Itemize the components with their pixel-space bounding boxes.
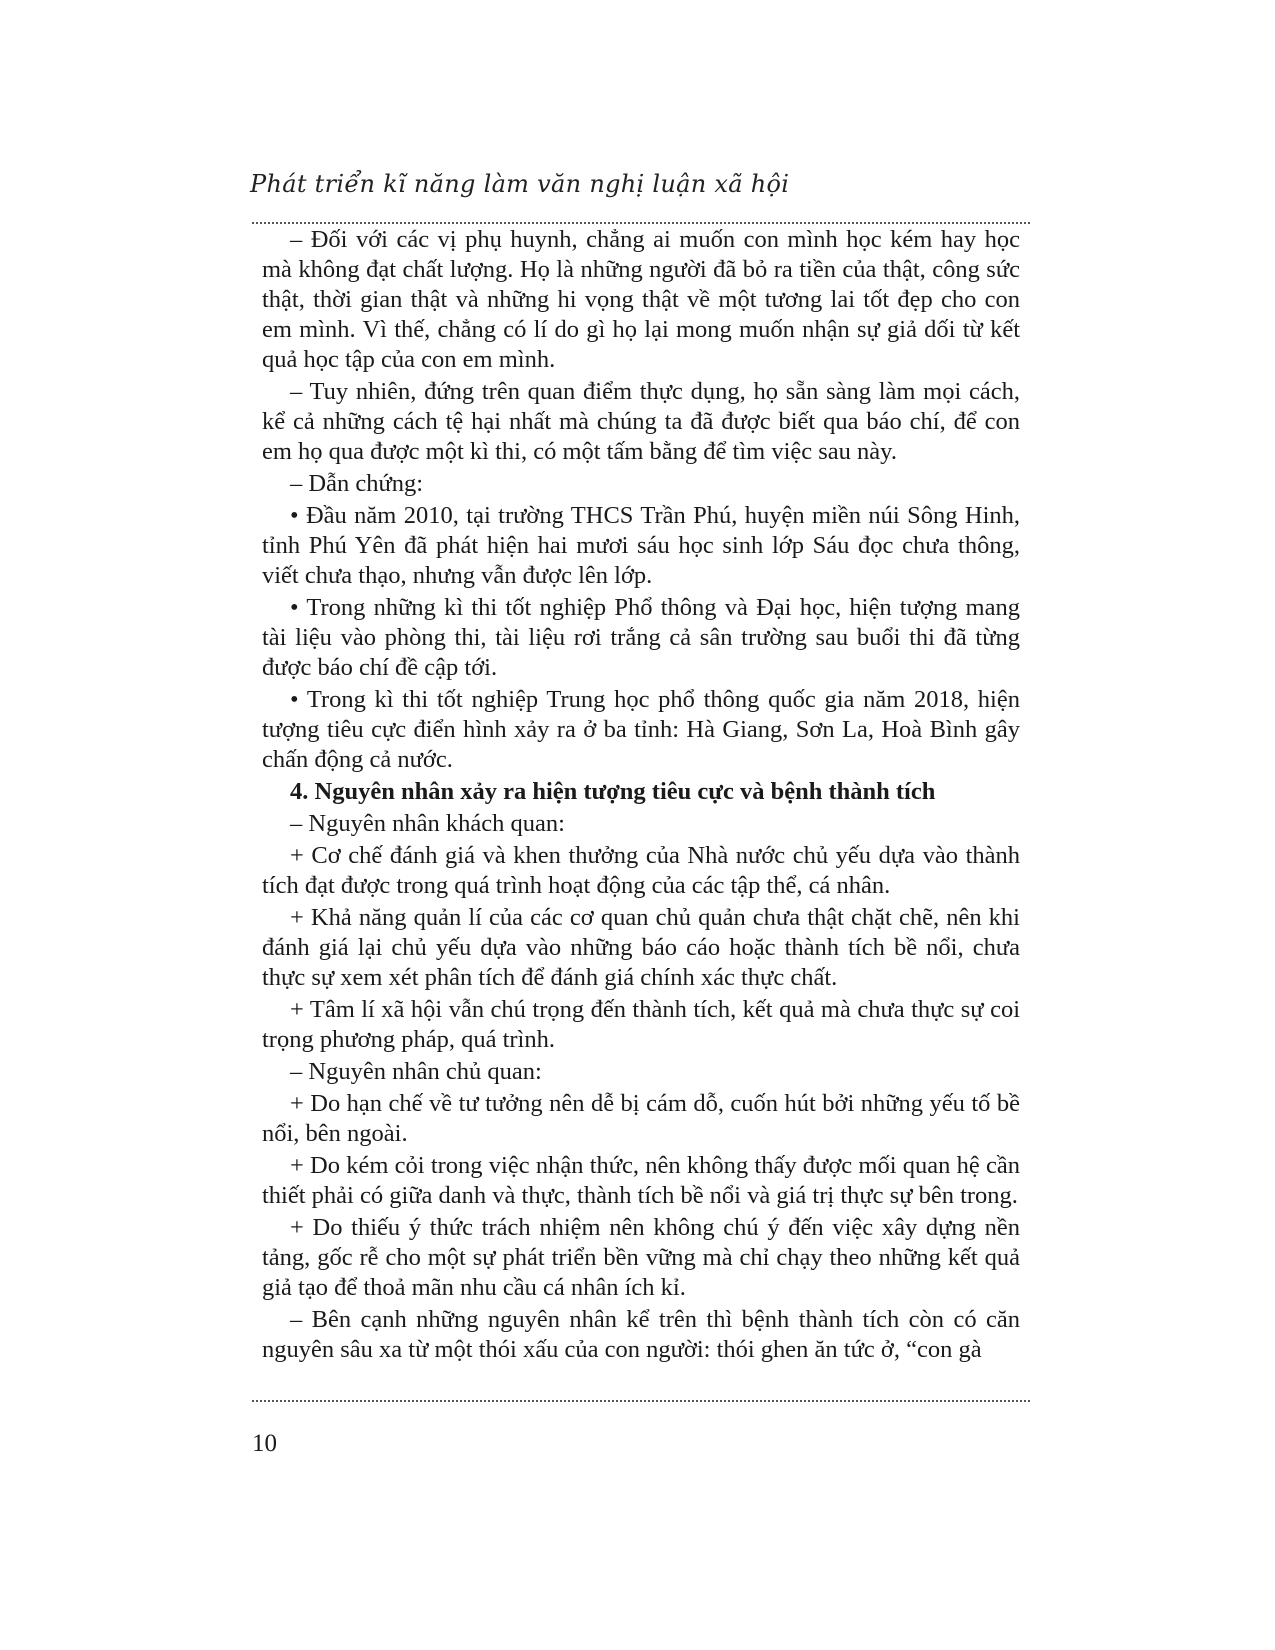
paragraph: – Nguyên nhân chủ quan: bbox=[290, 1058, 542, 1085]
paragraph: + Khả năng quản lí của các cơ quan chủ quản chưa thật chặt chẽ, nên khi đánh giá lại chủ yếu dựa vào những báo cáo hoặc thành tích bề nổi, chưa thực sự xem xét phân tích để đánh giá chính xác thực chất. bbox=[262, 904, 1020, 991]
header-divider bbox=[252, 222, 1030, 224]
paragraph: + Do kém cỏi trong việc nhận thức, nên không thấy được mối quan hệ cần thiết phải có giữa danh và thực, thành tích bề nổi và giá trị thực sự bên trong. bbox=[262, 1152, 1020, 1209]
section-heading: 4. Nguyên nhân xảy ra hiện tượng tiêu cực và bệnh thành tích bbox=[290, 778, 936, 805]
paragraph: – Tuy nhiên, đứng trên quan điểm thực dụng, họ sẵn sàng làm mọi cách, kể cả những cách tệ hại nhất mà chúng ta đã được biết qua báo chí, để con em họ qua được một kì thi, có một tấm bằng để tìm việc sau này. bbox=[262, 378, 1020, 465]
paragraph: – Bên cạnh những nguyên nhân kể trên thì bệnh thành tích còn có căn nguyên sâu xa từ một thói xấu của con người: thói ghen ăn tức ở, “con gà bbox=[262, 1306, 1020, 1363]
paragraph: • Trong kì thi tốt nghiệp Trung học phổ thông quốc gia năm 2018, hiện tượng tiêu cực điển hình xảy ra ở ba tỉnh: Hà Giang, Sơn La, Hoà Bình gây chấn động cả nước. bbox=[262, 686, 1020, 773]
section-number: 4 bbox=[290, 778, 303, 805]
footer-divider bbox=[252, 1400, 1030, 1402]
section-title: Nguyên nhân xảy ra hiện tượng tiêu cực và bệnh thành tích bbox=[314, 778, 936, 805]
paragraph: + Do thiếu ý thức trách nhiệm nên không chú ý đến việc xây dựng nền tảng, gốc rễ cho một sự phát triển bền vững mà chỉ chạy theo những kết quả giả tạo để thoả mãn nhu cầu cá nhân ích kỉ. bbox=[262, 1214, 1020, 1301]
paragraph: + Tâm lí xã hội vẫn chú trọng đến thành tích, kết quả mà chưa thực sự coi trọng phương pháp, quá trình. bbox=[262, 996, 1020, 1053]
paragraph: • Đầu năm 2010, tại trường THCS Trần Phú, huyện miền núi Sông Hinh, tỉnh Phú Yên đã phát hiện hai mươi sáu học sinh lớp Sáu đọc chưa thông, viết chưa thạo, nhưng vẫn được lên lớp. bbox=[262, 502, 1020, 589]
page-number: 10 bbox=[252, 1430, 277, 1457]
paragraph: – Dẫn chứng: bbox=[290, 470, 424, 497]
paragraph: + Cơ chế đánh giá và khen thưởng của Nhà nước chủ yếu dựa vào thành tích đạt được trong quá trình hoạt động của các tập thể, cá nhân. bbox=[262, 842, 1020, 899]
page-body bbox=[262, 225, 1020, 1367]
paragraph: – Đối với các vị phụ huynh, chẳng ai muốn con mình học kém hay học mà không đạt chất lượng. Họ là những người đã bỏ ra tiền của thật, công sức thật, thời gian thật và những hi vọng thật về một tương lai tốt đẹp cho con em mình. Vì thế, chẳng có lí do gì họ lại mong muốn nhận sự giả dối từ kết quả học tập của con em mình. bbox=[262, 226, 1020, 373]
paragraph: + Do hạn chế về tư tưởng nên dễ bị cám dỗ, cuốn hút bởi những yếu tố bề nổi, bên ngoài. bbox=[262, 1090, 1020, 1147]
paragraph: – Nguyên nhân khách quan: bbox=[290, 810, 565, 837]
paragraph: • Trong những kì thi tốt nghiệp Phổ thông và Đại học, hiện tượng mang tài liệu vào phòng thi, tài liệu rơi trắng cả sân trường sau buổi thi đã từng được báo chí đề cập tới. bbox=[262, 594, 1020, 681]
running-header: Phát triển kĩ năng làm văn nghị luận xã hội bbox=[250, 170, 790, 198]
